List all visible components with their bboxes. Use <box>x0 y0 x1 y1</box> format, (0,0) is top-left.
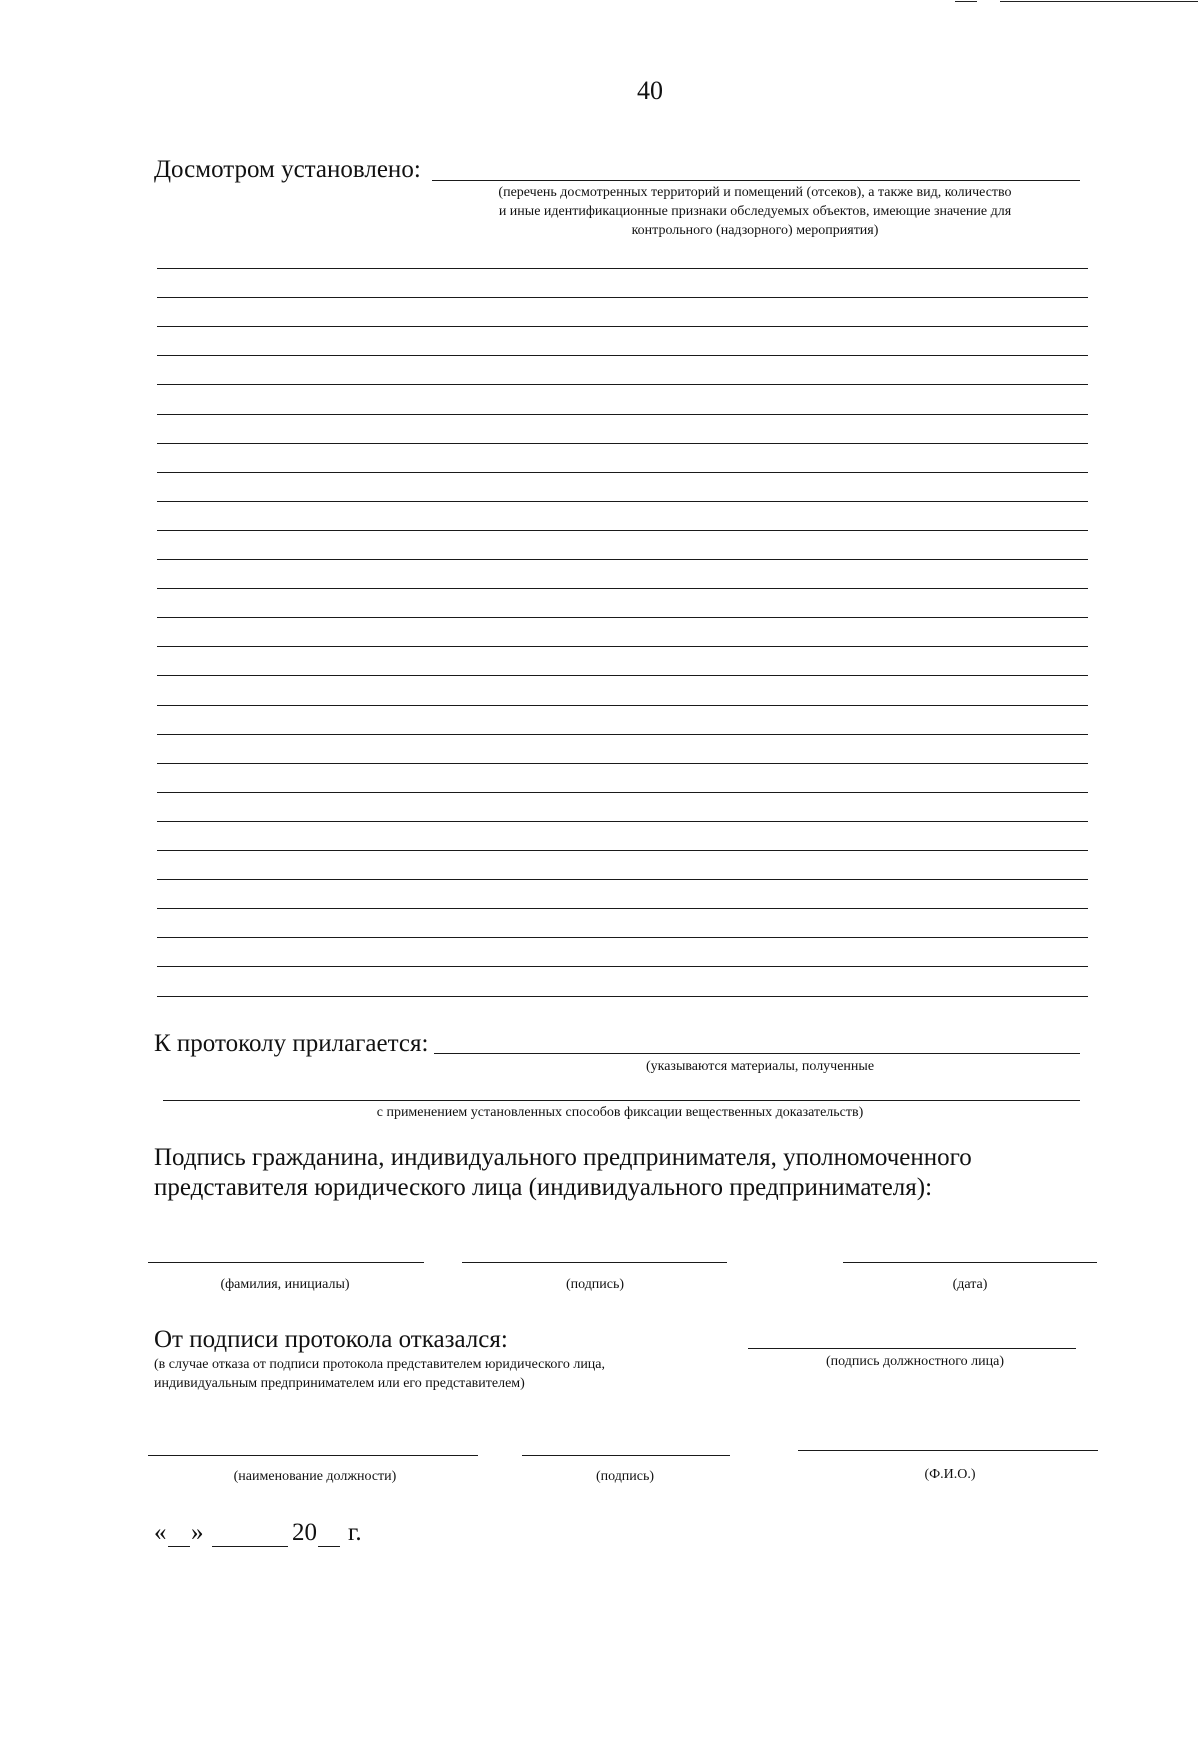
ruled-line[interactable] <box>157 268 1088 269</box>
ruled-line[interactable] <box>157 908 1088 909</box>
official-signature-line[interactable] <box>748 1348 1076 1349</box>
refusal-signature-line[interactable] <box>522 1455 730 1456</box>
ruled-line[interactable] <box>157 384 1088 385</box>
inspection-caption-2: и иные идентификационные признаки обследуемых объектов, имеющие значение для <box>498 204 1012 219</box>
attachments-caption-2: с применением установленных способов фиксации вещественных доказательств) <box>376 1105 864 1120</box>
date-open-quote: « <box>154 1519 167 1546</box>
attachments-fill-line[interactable] <box>434 1053 1080 1054</box>
attachments-label: К протоколу прилагается: <box>154 1030 429 1057</box>
ruled-line[interactable] <box>157 297 1088 298</box>
ruled-line[interactable] <box>157 326 1088 327</box>
ruled-line[interactable] <box>157 763 1088 764</box>
full-name-caption: (Ф.И.О.) <box>924 1467 976 1482</box>
signature-heading-line-1: Подпись гражданина, индивидуального предпринимателя, уполномоченного <box>154 1144 972 1171</box>
date-year-prefix: 20 <box>292 1519 317 1546</box>
ruled-line[interactable] <box>157 501 1088 502</box>
date-month-blank[interactable] <box>212 1546 288 1547</box>
ruled-line[interactable] <box>157 530 1088 531</box>
ruled-line[interactable] <box>157 472 1088 473</box>
ruled-line[interactable] <box>157 617 1088 618</box>
ruled-line[interactable] <box>157 937 1088 938</box>
ruled-line[interactable] <box>157 414 1088 415</box>
attachments-second-line[interactable] <box>163 1100 1080 1101</box>
refusal-note-1: (в случае отказа от подписи протокола представителем юридического лица, <box>154 1357 606 1372</box>
ruled-line[interactable] <box>157 879 1088 880</box>
ruled-line[interactable] <box>157 646 1088 647</box>
official-signature-caption: (подпись должностного лица) <box>826 1354 1004 1369</box>
surname-initials-line[interactable] <box>148 1262 424 1263</box>
inspection-fill-line[interactable] <box>432 180 1080 181</box>
signature-line[interactable] <box>462 1262 727 1263</box>
surname-initials-caption: (фамилия, инициалы) <box>220 1277 350 1292</box>
attachments-caption-1: (указываются материалы, полученные <box>645 1059 875 1074</box>
ruled-line[interactable] <box>157 821 1088 822</box>
ruled-line[interactable] <box>157 675 1088 676</box>
page-number: 40 <box>637 76 663 105</box>
scan-edge-mark <box>1000 1 1198 2</box>
signature-heading-line-2: представителя юридического лица (индивидуального предпринимателя): <box>154 1174 933 1201</box>
date-year-suffix: г. <box>348 1519 362 1546</box>
ruled-line[interactable] <box>157 559 1088 560</box>
refusal-signature-caption: (подпись) <box>595 1469 655 1484</box>
position-title-line[interactable] <box>148 1455 478 1456</box>
ruled-line[interactable] <box>157 966 1088 967</box>
full-name-line[interactable] <box>798 1450 1098 1451</box>
refusal-heading: От подписи протокола отказался: <box>154 1326 508 1353</box>
date-caption: (дата) <box>952 1277 988 1292</box>
ruled-line[interactable] <box>157 355 1088 356</box>
signature-caption: (подпись) <box>565 1277 625 1292</box>
inspection-caption-3: контрольного (надзорного) мероприятия) <box>631 223 879 238</box>
date-line[interactable] <box>843 1262 1097 1263</box>
inspection-label: Досмотром установлено: <box>154 156 421 183</box>
date-year-blank[interactable] <box>318 1546 340 1547</box>
ruled-line[interactable] <box>157 443 1088 444</box>
date-day-blank[interactable] <box>168 1546 190 1547</box>
position-title-caption: (наименование должности) <box>233 1469 397 1484</box>
ruled-line[interactable] <box>157 996 1088 997</box>
ruled-line[interactable] <box>157 850 1088 851</box>
refusal-note-2: индивидуальным предпринимателем или его представителем) <box>154 1376 525 1391</box>
inspection-caption-1: (перечень досмотренных территорий и помещений (отсеков), а также вид, количество <box>498 185 1012 200</box>
ruled-line[interactable] <box>157 734 1088 735</box>
date-close-quote: » <box>191 1519 204 1546</box>
ruled-line[interactable] <box>157 792 1088 793</box>
scan-edge-mark-short <box>955 1 977 2</box>
ruled-line[interactable] <box>157 588 1088 589</box>
ruled-line[interactable] <box>157 705 1088 706</box>
